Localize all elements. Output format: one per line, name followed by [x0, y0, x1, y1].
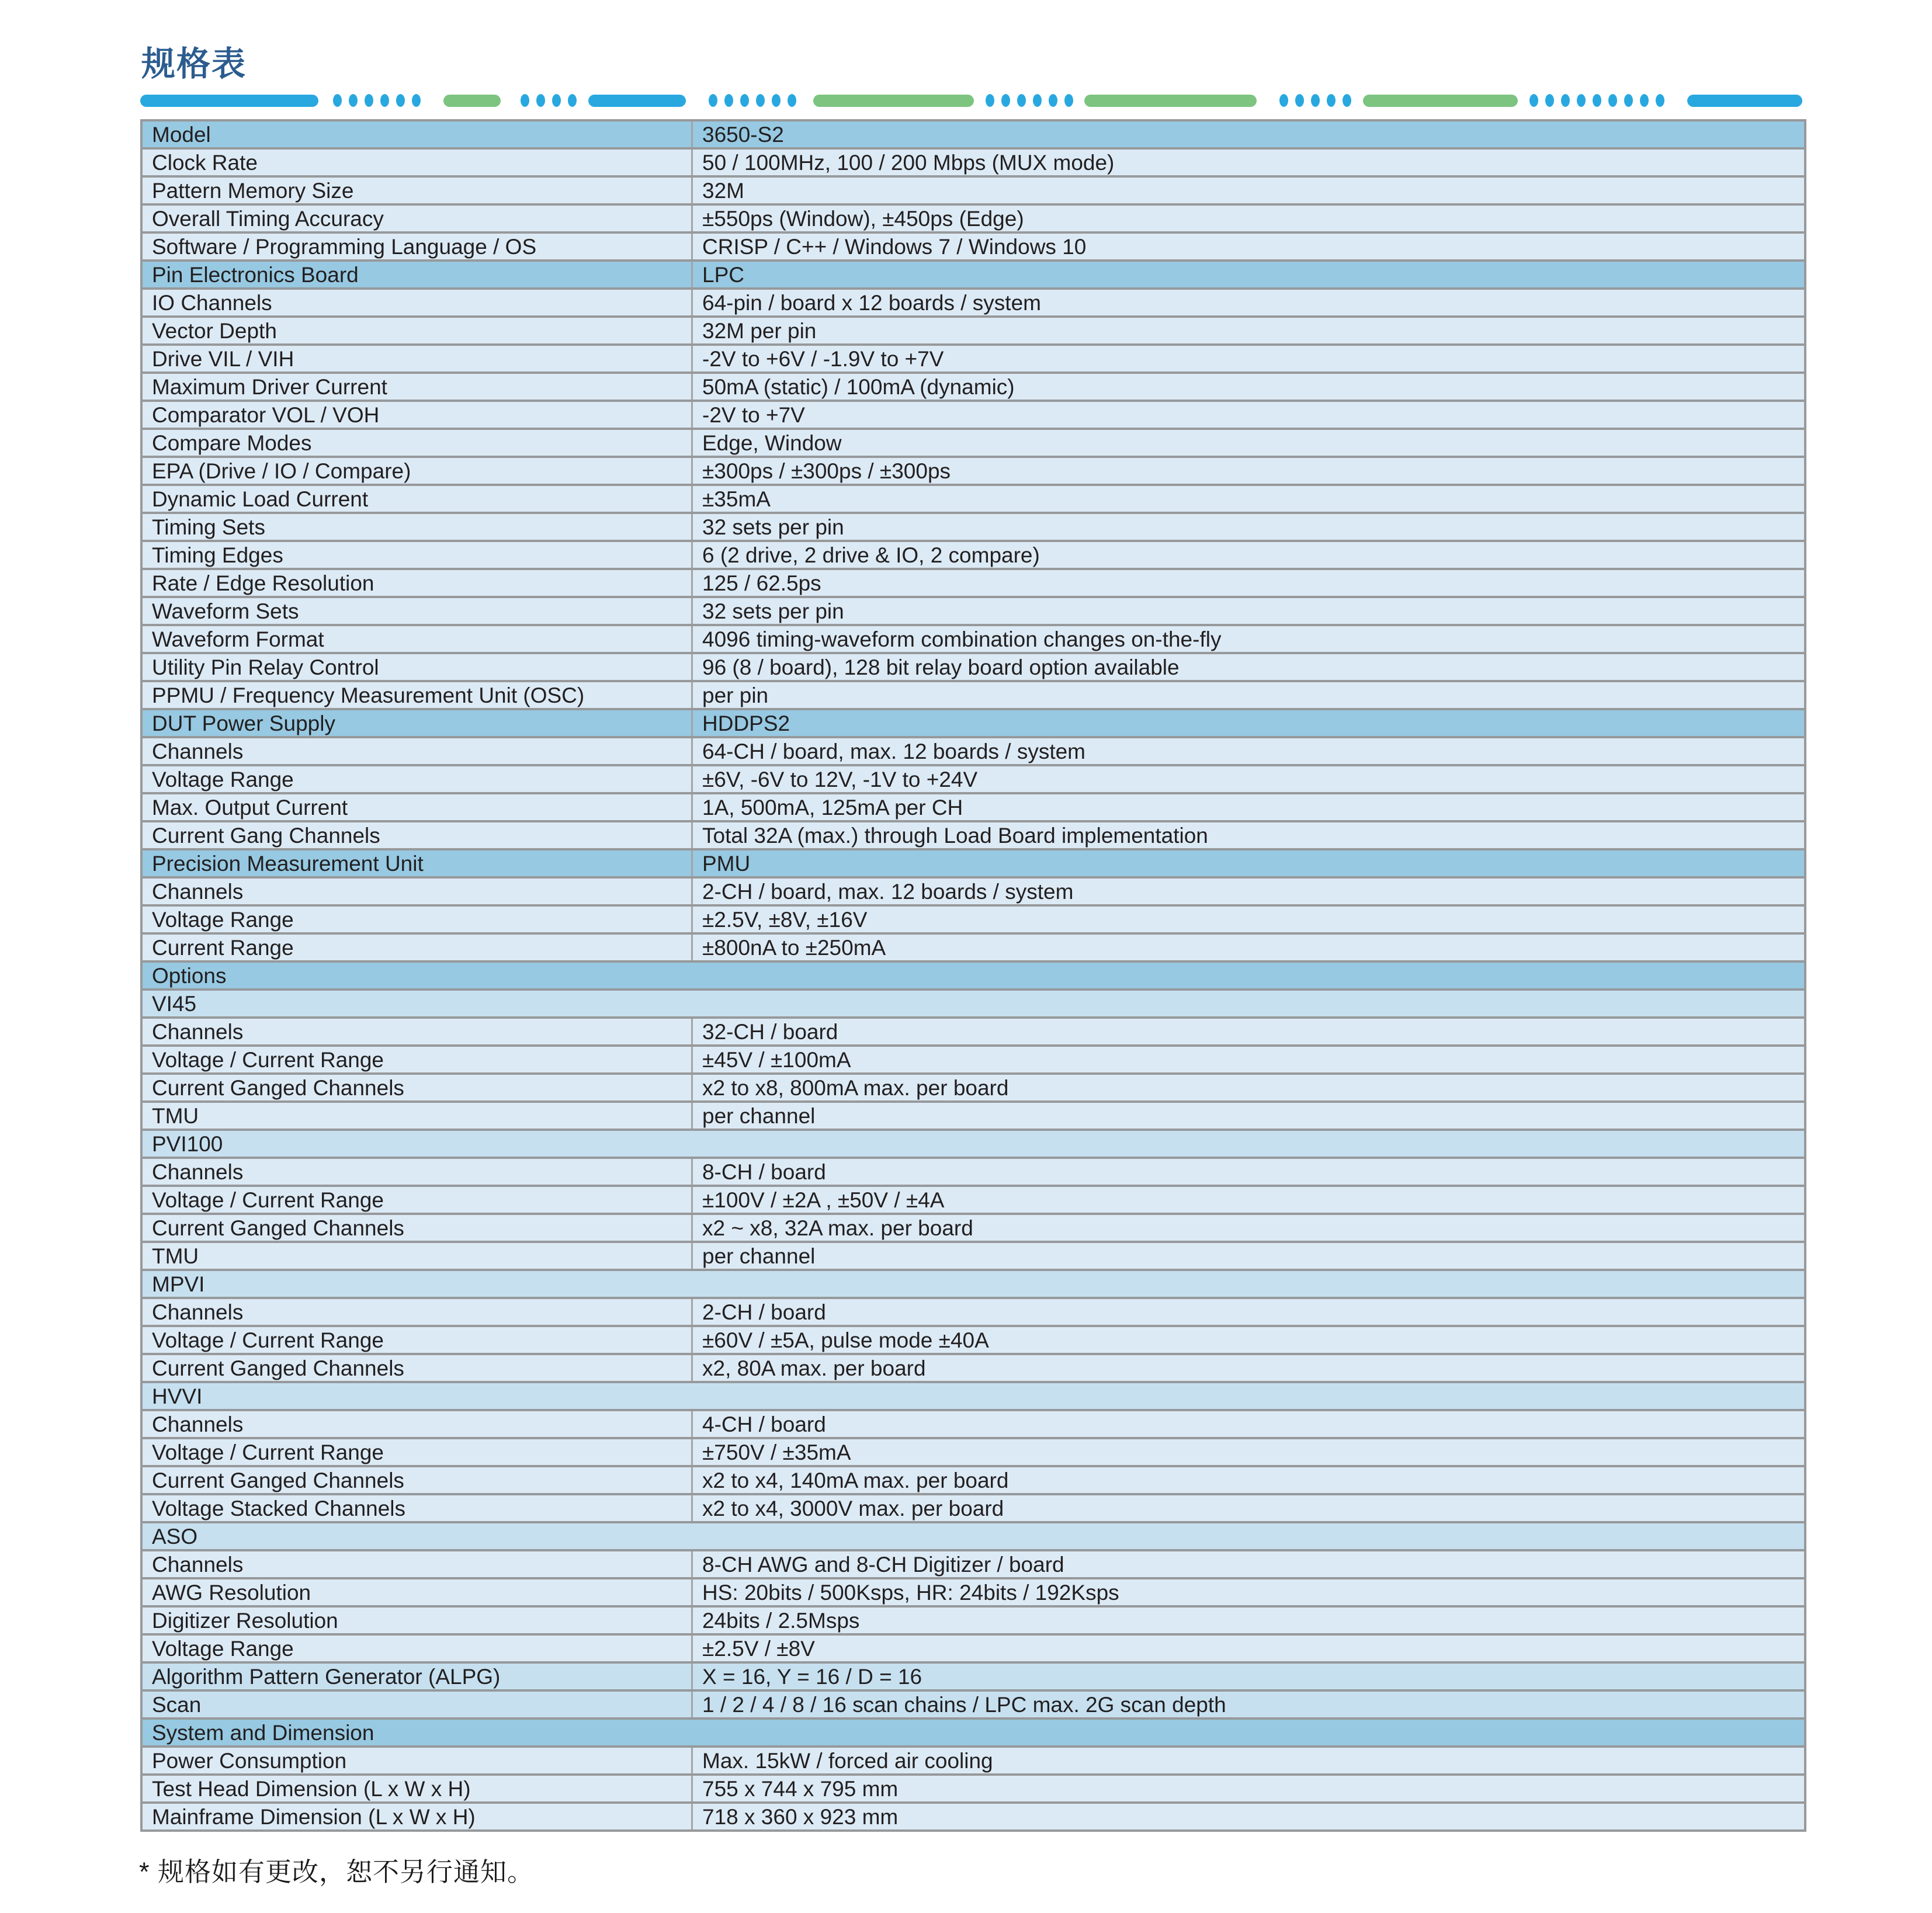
- row-label: TMU: [143, 1103, 693, 1129]
- table-row: [143, 736, 1804, 764]
- row-value: ±35mA: [693, 486, 1804, 512]
- row-value: 32 sets per pin: [693, 514, 1804, 540]
- section-header-row: [143, 960, 1804, 988]
- row-label: Current Ganged Channels: [143, 1215, 693, 1241]
- row-value: 718 x 360 x 923 mm: [693, 1804, 1804, 1829]
- row-value: ±800nA to ±250mA: [693, 935, 1804, 960]
- row-label: Channels: [143, 879, 693, 904]
- table-row: [143, 596, 1804, 624]
- divider-dot: [552, 94, 561, 107]
- row-label: Comparator VOL / VOH: [143, 402, 693, 428]
- table-row: [143, 764, 1804, 792]
- divider-dot: [1545, 94, 1554, 107]
- subsection-header-row: [143, 1129, 1804, 1157]
- row-value: 32M: [693, 178, 1804, 203]
- divider-dot: [536, 94, 545, 107]
- divider-dot: [365, 94, 373, 107]
- row-value: ±2.5V, ±8V, ±16V: [693, 907, 1804, 932]
- row-label: Pin Electronics Board: [143, 262, 693, 287]
- section-header-row: [143, 259, 1804, 287]
- row-label: Timing Edges: [143, 542, 693, 568]
- row-label: Digitizer Resolution: [143, 1608, 693, 1633]
- row-label: Channels: [143, 1411, 693, 1437]
- row-label: Drive VIL / VIH: [143, 346, 693, 372]
- divider-bar: [588, 95, 686, 107]
- row-value: 8-CH AWG and 8-CH Digitizer / board: [693, 1551, 1804, 1577]
- row-value: Edge, Window: [693, 430, 1804, 456]
- row-label: Voltage / Current Range: [143, 1187, 693, 1213]
- row-value: CRISP / C++ / Windows 7 / Windows 10: [693, 234, 1804, 259]
- divider-bar: [813, 95, 974, 107]
- row-label: Current Gang Channels: [143, 822, 693, 848]
- divider-dot: [986, 94, 994, 107]
- table-row: [143, 624, 1804, 652]
- row-label: Channels: [143, 1159, 693, 1185]
- table-row: [143, 1297, 1804, 1325]
- row-value: ±550ps (Window), ±450ps (Edge): [693, 206, 1804, 231]
- table-row: [143, 820, 1804, 848]
- divider-dot: [1593, 94, 1601, 107]
- table-row: [143, 1325, 1804, 1353]
- divider-dot: [1656, 94, 1664, 107]
- table-row: [143, 1493, 1804, 1521]
- table-row: [143, 231, 1804, 259]
- row-value: 755 x 744 x 795 mm: [693, 1776, 1804, 1801]
- table-row: [143, 1549, 1804, 1577]
- divider-dot: [1624, 94, 1633, 107]
- table-row: [143, 315, 1804, 343]
- divider-dot: [1327, 94, 1336, 107]
- row-label: Scan: [143, 1692, 693, 1717]
- table-row: [143, 400, 1804, 428]
- divider-dot: [724, 94, 733, 107]
- row-value: x2 to x8, 800mA max. per board: [693, 1075, 1804, 1100]
- row-value: 32 sets per pin: [693, 598, 1804, 624]
- row-value: 2-CH / board, max. 12 boards / system: [693, 879, 1804, 904]
- table-row: [143, 512, 1804, 540]
- row-value: -2V to +7V: [693, 402, 1804, 428]
- table-row: [143, 1633, 1804, 1661]
- row-label: Voltage Range: [143, 1636, 693, 1661]
- row-value: 8-CH / board: [693, 1159, 1804, 1185]
- row-label: Channels: [143, 1019, 693, 1044]
- row-label: MPVI: [143, 1271, 1804, 1297]
- divider-dot: [1017, 94, 1026, 107]
- table-row: [143, 343, 1804, 372]
- table-row: [143, 904, 1804, 932]
- row-label: Mainframe Dimension (L x W x H): [143, 1804, 693, 1829]
- table-row: [143, 932, 1804, 960]
- table-row: [143, 1465, 1804, 1493]
- row-value: Total 32A (max.) through Load Board implementation: [693, 822, 1804, 848]
- row-value: 96 (8 / board), 128 bit relay board option available: [693, 654, 1804, 680]
- table-row: [143, 1577, 1804, 1605]
- row-label: Waveform Format: [143, 626, 693, 652]
- row-value: ±60V / ±5A, pulse mode ±40A: [693, 1327, 1804, 1353]
- row-value: 1A, 500mA, 125mA per CH: [693, 794, 1804, 820]
- table-row: [143, 652, 1804, 680]
- row-label: IO Channels: [143, 290, 693, 315]
- row-value: 64-pin / board x 12 boards / system: [693, 290, 1804, 315]
- row-label: Model: [143, 121, 693, 147]
- divider-dot: [333, 94, 342, 107]
- table-row: [143, 1100, 1804, 1129]
- row-label: Voltage / Current Range: [143, 1047, 693, 1072]
- row-label: Current Ganged Channels: [143, 1075, 693, 1100]
- row-value: per channel: [693, 1243, 1804, 1269]
- table-row: [143, 1353, 1804, 1381]
- row-value: LPC: [693, 262, 1804, 287]
- table-row: [143, 147, 1804, 175]
- table-row: [143, 680, 1804, 708]
- table-row: [143, 1437, 1804, 1465]
- row-value: x2 to x4, 140mA max. per board: [693, 1467, 1804, 1493]
- table-row: [143, 456, 1804, 484]
- table-row: [143, 1185, 1804, 1213]
- row-value: HS: 20bits / 500Ksps, HR: 24bits / 192Ksps: [693, 1579, 1804, 1605]
- row-label: Software / Programming Language / OS: [143, 234, 693, 259]
- decorative-divider: [140, 93, 1809, 107]
- row-label: Timing Sets: [143, 514, 693, 540]
- row-label: AWG Resolution: [143, 1579, 693, 1605]
- row-label: Current Ganged Channels: [143, 1355, 693, 1381]
- divider-bar: [443, 95, 501, 107]
- row-label: Vector Depth: [143, 318, 693, 343]
- divider-dot: [412, 94, 421, 107]
- table-row: [143, 203, 1804, 231]
- table-row-highlight: [143, 1661, 1804, 1689]
- row-value: Max. 15kW / forced air cooling: [693, 1748, 1804, 1773]
- row-value: PMU: [693, 850, 1804, 876]
- table-row: [143, 1044, 1804, 1072]
- table-row: [143, 1157, 1804, 1185]
- row-label: Voltage / Current Range: [143, 1327, 693, 1353]
- row-label: Voltage Range: [143, 907, 693, 932]
- row-label: Channels: [143, 1551, 693, 1577]
- row-label: Voltage Range: [143, 766, 693, 792]
- row-value: x2 to x4, 3000V max. per board: [693, 1495, 1804, 1521]
- table-row: [143, 484, 1804, 512]
- row-label: Rate / Edge Resolution: [143, 570, 693, 596]
- row-label: DUT Power Supply: [143, 710, 693, 736]
- row-value: X = 16, Y = 16 / D = 16: [693, 1664, 1804, 1689]
- divider-dot: [772, 94, 781, 107]
- divider-dot: [1311, 94, 1320, 107]
- row-value: 32M per pin: [693, 318, 1804, 343]
- divider-dot: [709, 94, 717, 107]
- divider-dot: [1279, 94, 1288, 107]
- row-label: Clock Rate: [143, 150, 693, 175]
- row-value: 1 / 2 / 4 / 8 / 16 scan chains / LPC max. 2G scan depth: [693, 1692, 1804, 1717]
- spec-change-footnote: * 规格如有更改，恕不另行通知。: [139, 1857, 535, 1887]
- row-label: Precision Measurement Unit: [143, 850, 693, 876]
- divider-dot: [521, 94, 529, 107]
- table-row: [143, 1605, 1804, 1633]
- table-row: [143, 1801, 1804, 1829]
- row-label: Test Head Dimension (L x W x H): [143, 1776, 693, 1801]
- row-value: 4096 timing-waveform combination changes on-the-fly: [693, 626, 1804, 652]
- row-value: 125 / 62.5ps: [693, 570, 1804, 596]
- row-value: per channel: [693, 1103, 1804, 1129]
- table-row: [143, 1016, 1804, 1044]
- subsection-header-row: [143, 988, 1804, 1016]
- divider-bar: [1363, 95, 1518, 107]
- subsection-header-row: [143, 1521, 1804, 1549]
- spec-table: [140, 119, 1806, 1832]
- table-row: [143, 792, 1804, 820]
- row-label: Max. Output Current: [143, 794, 693, 820]
- row-value: ±2.5V / ±8V: [693, 1636, 1804, 1661]
- row-value: 3650-S2: [693, 121, 1804, 147]
- divider-dot: [1640, 94, 1649, 107]
- divider-bar: [1687, 95, 1802, 107]
- row-value: ±6V, -6V to 12V, -1V to +24V: [693, 766, 1804, 792]
- divider-dot: [1561, 94, 1570, 107]
- row-value: 50 / 100MHz, 100 / 200 Mbps (MUX mode): [693, 150, 1804, 175]
- row-value: 32-CH / board: [693, 1019, 1804, 1044]
- divider-dot: [1295, 94, 1304, 107]
- section-header-row: [143, 848, 1804, 876]
- row-label: Pattern Memory Size: [143, 178, 693, 203]
- section-header-row: [143, 1717, 1804, 1745]
- row-label: TMU: [143, 1243, 693, 1269]
- row-label: Channels: [143, 738, 693, 764]
- subsection-header-row: [143, 1269, 1804, 1297]
- divider-bar: [1084, 95, 1257, 107]
- row-value: ±45V / ±100mA: [693, 1047, 1804, 1072]
- divider-dot: [1064, 94, 1073, 107]
- row-label: PVI100: [143, 1131, 1804, 1157]
- section-header-row: [143, 708, 1804, 736]
- divider-dot: [756, 94, 765, 107]
- row-value: x2, 80A max. per board: [693, 1355, 1804, 1381]
- table-row: [143, 428, 1804, 456]
- row-value: ±100V / ±2A , ±50V / ±4A: [693, 1187, 1804, 1213]
- row-label: Channels: [143, 1299, 693, 1325]
- table-row: [143, 1241, 1804, 1269]
- row-label: System and Dimension: [143, 1720, 1804, 1745]
- row-label: Waveform Sets: [143, 598, 693, 624]
- row-value: 6 (2 drive, 2 drive & IO, 2 compare): [693, 542, 1804, 568]
- row-value: HDDPS2: [693, 710, 1804, 736]
- row-value: 2-CH / board: [693, 1299, 1804, 1325]
- row-value: ±300ps / ±300ps / ±300ps: [693, 458, 1804, 484]
- divider-dot: [1608, 94, 1617, 107]
- table-row: [143, 372, 1804, 400]
- row-label: Algorithm Pattern Generator (ALPG): [143, 1664, 693, 1689]
- row-label: Power Consumption: [143, 1748, 693, 1773]
- row-label: HVVI: [143, 1383, 1804, 1409]
- row-value: x2 ~ x8, 32A max. per board: [693, 1215, 1804, 1241]
- page-title: 规格表: [141, 45, 247, 83]
- row-label: PPMU / Frequency Measurement Unit (OSC): [143, 682, 693, 708]
- row-value: 64-CH / board, max. 12 boards / system: [693, 738, 1804, 764]
- row-value: per pin: [693, 682, 1804, 708]
- row-label: Utility Pin Relay Control: [143, 654, 693, 680]
- table-row: [143, 1773, 1804, 1801]
- divider-dot: [740, 94, 749, 107]
- divider-dot: [349, 94, 358, 107]
- divider-dot: [1033, 94, 1042, 107]
- divider-bar: [140, 95, 318, 107]
- table-row-highlight: [143, 1689, 1804, 1717]
- divider-dot: [788, 94, 796, 107]
- divider-dot: [568, 94, 577, 107]
- divider-dot: [1049, 94, 1057, 107]
- row-label: Dynamic Load Current: [143, 486, 693, 512]
- row-label: Current Range: [143, 935, 693, 960]
- divider-dot: [396, 94, 405, 107]
- divider-dot: [1001, 94, 1010, 107]
- row-value: 4-CH / board: [693, 1411, 1804, 1437]
- row-value: 24bits / 2.5Msps: [693, 1608, 1804, 1633]
- row-value: ±750V / ±35mA: [693, 1439, 1804, 1465]
- subsection-header-row: [143, 1381, 1804, 1409]
- table-row: [143, 568, 1804, 596]
- table-row: [143, 1213, 1804, 1241]
- row-label: VI45: [143, 991, 1804, 1016]
- table-row: [143, 287, 1804, 315]
- table-row: [143, 1745, 1804, 1773]
- row-label: Maximum Driver Current: [143, 374, 693, 400]
- row-label: Voltage / Current Range: [143, 1439, 693, 1465]
- divider-dot: [1577, 94, 1586, 107]
- row-label: Voltage Stacked Channels: [143, 1495, 693, 1521]
- row-label: ASO: [143, 1523, 1804, 1549]
- table-row: [143, 1409, 1804, 1437]
- row-label: Current Ganged Channels: [143, 1467, 693, 1493]
- divider-dot: [380, 94, 389, 107]
- row-label: Compare Modes: [143, 430, 693, 456]
- divider-dot: [1529, 94, 1538, 107]
- row-label: EPA (Drive / IO / Compare): [143, 458, 693, 484]
- table-row: [143, 876, 1804, 904]
- table-row: [143, 540, 1804, 568]
- row-label: Overall Timing Accuracy: [143, 206, 693, 231]
- row-value: 50mA (static) / 100mA (dynamic): [693, 374, 1804, 400]
- table-row: [143, 1072, 1804, 1100]
- divider-dot: [1343, 94, 1351, 107]
- row-label: Options: [143, 963, 1804, 988]
- row-value: -2V to +6V / -1.9V to +7V: [693, 346, 1804, 372]
- table-row: [143, 175, 1804, 203]
- section-header-row: [143, 121, 1804, 147]
